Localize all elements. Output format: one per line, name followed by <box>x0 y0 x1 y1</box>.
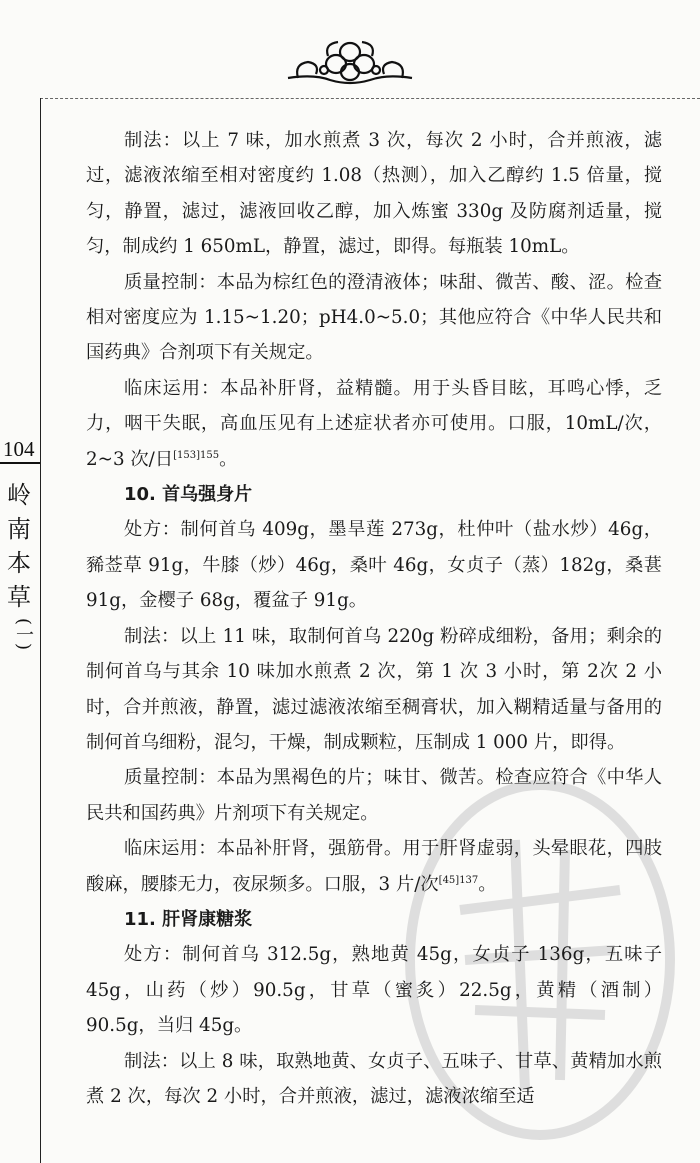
paragraph: 临床运用：本品补肝肾，强筋骨。用于肝肾虚弱，头晕眼花，四肢酸麻，腰膝无力，夜尿频多。口服，3 片/次$^{[45]137}$。 <box>86 838 662 895</box>
reference-marker: [153]155 <box>173 449 220 461</box>
section-heading: 10. 首乌强身片 <box>124 484 253 506</box>
paragraph: 质量控制：本品为棕红色的澄清液体；味甜、微苦、酸、涩。检查相对密度应为 1.15~1.20；pH4.0~5.0；其他应符合《中华人民共和国药典》合剂项下有关规定。 <box>86 271 662 364</box>
header-rule <box>40 98 700 99</box>
running-book-title <box>6 478 32 650</box>
paragraph: 处方：制何首乌 312.5g，熟地黄 45g，女贞子 136g，五味子 45g，山药（炒）90.5g，甘草（蜜炙）22.5g，黄精（酒制）90.5g，当归 45g。 <box>86 944 662 1037</box>
page-number-rule <box>0 462 40 464</box>
paragraph: 制法：以上 11 味，取制何首乌 220g 粉碎成细粉，备用；剩余的制何首乌与其余 10 味加水煎煮 2 次，第 1 次 3 小时，第 2次 2 小时，合并煎液，静置，滤过滤液浓缩至稠膏状，加入糊精适量与备用的制何首乌细粉，混匀，干燥，制成颗粒，压制成 1 000 片，即得。 <box>86 625 662 753</box>
paragraph: 处方：制何首乌 409g，墨旱莲 273g，杜仲叶（盐水炒）46g，豨莶草 91g，牛膝（炒）46g，桑叶 46g，女贞子（蒸）182g，桑葚 91g，金樱子 68g，覆盆子 91g。 <box>86 519 662 612</box>
paragraph: 质量控制：本品为黑褐色的片；味甘、微苦。检查应符合《中华人民共和国药典》片剂项下有关规定。 <box>86 767 662 824</box>
side-title-char: 南 <box>7 515 31 543</box>
paragraph: 制法：以上 8 味，取熟地黄、女贞子、五味子、甘草、黄精加水煎煮 2 次，每次 2 小时，合并煎液，滤过，滤液浓缩至适 <box>86 1050 662 1107</box>
margin-rule <box>40 98 41 1163</box>
side-title-char: 本 <box>7 549 31 577</box>
knot-ornament-icon <box>284 34 416 90</box>
section-heading: 11. 肝肾康糖浆 <box>124 908 253 930</box>
page-body <box>86 123 662 1114</box>
page-number: 104 <box>3 437 35 461</box>
paragraph: 制法：以上 7 味，加水煎煮 3 次，每次 2 小时，合并煎液，滤过，滤液浓缩至相对密度约 1.08（热测），加入乙醇约 1.5 倍量，搅匀，静置，滤过，滤液回收乙醇，加入炼蜜 330g 及防腐剂适量，搅匀，制成约 1 650mL，静置，滤过，即得。每瓶装 10mL。 <box>86 130 662 258</box>
side-title-volume: (一) <box>13 618 34 651</box>
side-title-char: 草 <box>7 583 31 611</box>
reference-marker: [45]137 <box>438 874 479 886</box>
paragraph: 临床运用：本品补肝肾，益精髓。用于头昏目眩，耳鸣心悸，乏力，咽干失眠，高血压见有上述症状者亦可使用。口服，10mL/次，2~3 次/日$^{[153]155}$。 <box>86 377 662 470</box>
side-title-char: 岭 <box>7 481 31 509</box>
